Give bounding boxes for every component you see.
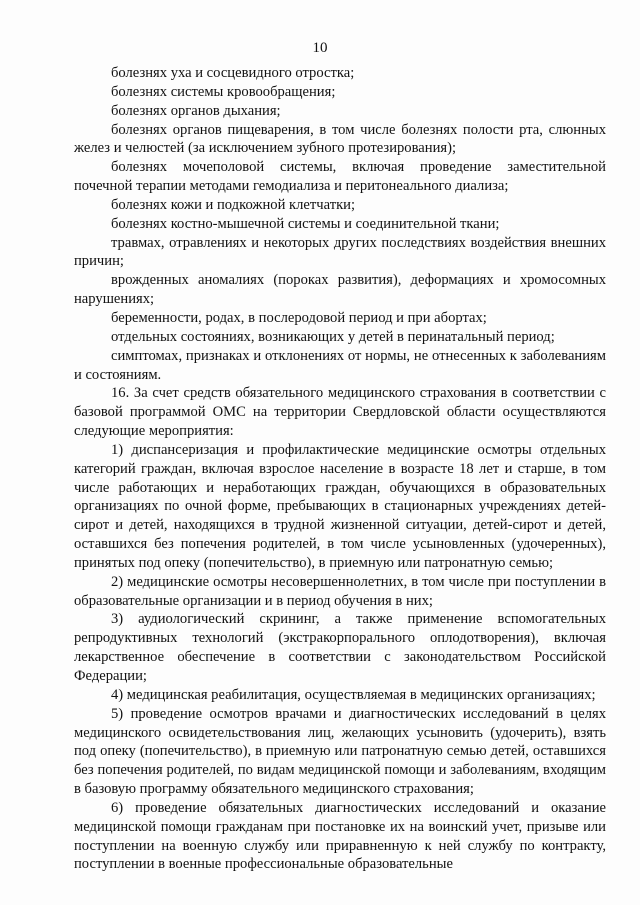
- paragraph: 4) медицинская реабилитация, осуществляемая в медицинских организациях;: [111, 686, 596, 703]
- paragraph: болезнях системы кровообращения;: [111, 83, 336, 100]
- paragraph: болезнях костно-мышечной системы и соединительной ткани;: [111, 215, 500, 232]
- paragraph: травмах, отравлениях и некоторых других последствиях воздействия внешних причин;: [74, 234, 606, 270]
- paragraph: врожденных аномалиях (пороках развития), деформациях и хромосомных нарушениях;: [74, 272, 606, 308]
- document-body: [74, 64, 606, 874]
- paragraph: 6) проведение обязательных диагностических исследований и оказание медицинской помощи гражданам при постановке их на воинский учет, призыве или поступлении на военную службу или приравненную к ней службу по контракту, поступлении в военные профессиональные образовательные: [74, 799, 606, 873]
- page-number: 10: [312, 40, 328, 56]
- paragraph: 3) аудиологический скрининг, а также применение вспомогательных репродуктивных технологий (экстракорпорального оплодотворения), включая лекарственное обеспечение в соответствии с законодательством Российской Федерации;: [74, 611, 606, 684]
- paragraph: болезнях мочеполовой системы, включая проведение заместительной почечной терапии методами гемодиализа и перитонеального диализа;: [74, 159, 606, 195]
- paragraph: 16. За счет средств обязательного медицинского страхования в соответствии с базовой программой ОМС на территории Свердловской области осуществляются следующие мероприятия:: [74, 385, 606, 440]
- paragraph: беременности, родах, в послеродовой период и при абортах;: [111, 309, 487, 326]
- paragraph: отдельных состояниях, возникающих у детей в перинатальный период;: [111, 328, 555, 345]
- paragraph: 2) медицинские осмотры несовершеннолетних, в том числе при поступлении в образовательные организации и в период обучения в них;: [74, 573, 606, 609]
- paragraph: 1) диспансеризация и профилактические медицинские осмотры отдельных категорий граждан, включая взрослое население в возрасте 18 лет и старше, в том числе работающих и неработающих граждан, обучающихся в образовательных организациях по очной форме, пребывающих в стационарных учреждениях детей-сирот и детей, находящихся в трудной жизненной ситуации, детей-сирот и детей, оставшихся без попечения родителей, в том числе усыновленных (удочеренных), принятых под опеку (попечительство), в приемную или патронатную семью;: [74, 441, 606, 571]
- paragraph: болезнях кожи и подкожной клетчатки;: [111, 196, 356, 213]
- paragraph: болезнях уха и сосцевидного отростка;: [111, 65, 355, 81]
- paragraph: симптомах, признаках и отклонениях от нормы, не отнесенных к заболеваниям и состояниям.: [74, 347, 606, 383]
- paragraph: болезнях органов дыхания;: [111, 102, 281, 119]
- paragraph: болезнях органов пищеварения, в том числе болезнях полости рта, слюнных желез и челюстей (за исключением зубного протезирования);: [74, 121, 606, 157]
- paragraph: 5) проведение осмотров врачами и диагностических исследований в целях медицинского освидетельствования лиц, желающих усыновить (удочерить), взять под опеку (попечительство), в приемную или патронатную семью детей, оставшихся без попечения родителей, по видам медицинской помощи и заболеваниям, входящим в базовую программу обязательного медицинского страхования;: [74, 705, 606, 798]
